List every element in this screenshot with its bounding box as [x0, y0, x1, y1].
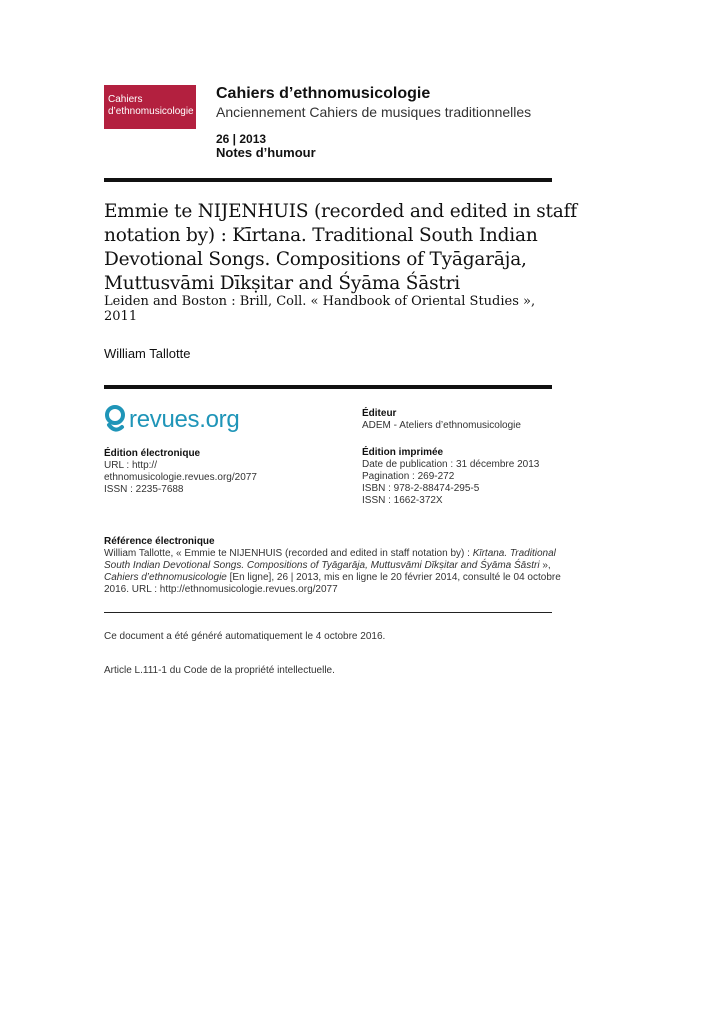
reference-fragment: Kīrtana. Traditional	[472, 548, 556, 559]
reference-text	[104, 548, 561, 596]
reference-line	[104, 572, 561, 584]
article-title-line: Muttusvāmi Dīkṣitar and Śyāma Śāstri	[104, 273, 460, 294]
article-title-line: notation by) : Kīrtana. Traditional South Indian	[104, 225, 538, 246]
logo-line-1: Cahiers	[108, 94, 143, 105]
top-divider	[104, 178, 552, 182]
article-title	[104, 200, 577, 296]
reference-fragment: »,	[539, 560, 551, 571]
article-title-line: Devotional Songs. Compositions of Tyāgarāja,	[104, 249, 527, 270]
middle-divider	[104, 385, 552, 389]
reference-fragment: South Indian Devotional Songs. Compositions of Tyāgarāja, Muttusvāmi Dīkṣitar and Śyāma Śāstri	[104, 560, 540, 571]
revues-logo[interactable]	[104, 404, 239, 436]
editor-block	[362, 408, 521, 432]
article-title-line: Emmie te NIJENHUIS (recorded and edited in staff	[104, 201, 577, 222]
editor-value: ADEM - Ateliers d’ethnomusicologie	[362, 420, 521, 431]
journal-logo	[104, 85, 196, 129]
print-edition	[362, 447, 539, 507]
issue-title: Notes d’humour	[216, 145, 316, 160]
isbn: ISBN : 978-2-88474-295-5	[362, 483, 480, 494]
editor-label: Éditeur	[362, 408, 397, 419]
journal-subtitle: Anciennement Cahiers de musiques traditionnelles	[216, 104, 532, 120]
author-name: William Tallotte	[104, 346, 191, 361]
reference-fragment: Cahiers d’ethnomusicologie	[104, 572, 227, 583]
electronic-edition-label: Édition électronique	[104, 448, 201, 459]
print-edition-label: Édition imprimée	[362, 447, 444, 458]
electronic-edition-issn: ISSN : 2235-7688	[104, 484, 184, 495]
logo-line-2: d’ethnomusicologie	[108, 106, 194, 117]
revues-drop-icon	[104, 405, 126, 435]
pagination: Pagination : 269-272	[362, 471, 455, 482]
electronic-edition-url[interactable]: ethnomusicologie.revues.org/2077	[104, 472, 257, 483]
revues-logo-text: revues.org	[129, 406, 240, 433]
reference-line	[104, 560, 556, 572]
reference-label: Référence électronique	[104, 536, 215, 547]
print-issn: ISSN : 1662-372X	[362, 495, 443, 506]
generated-note: Ce document a été généré automatiquement le 4 octobre 2016.	[104, 631, 386, 642]
legal-note: Article L.111-1 du Code de la propriété intellectuelle.	[104, 665, 335, 676]
electronic-edition	[104, 448, 257, 496]
electronic-edition-line: URL : http://	[104, 460, 157, 471]
publication-date: Date de publication : 31 décembre 2013	[362, 459, 540, 470]
reference-line	[104, 548, 556, 560]
journal-title: Cahiers d’ethnomusicologie	[216, 85, 431, 102]
reference-fragment: William Tallotte, « Emmie te NIJENHUIS (recorded and edited in staff notation by) :	[104, 548, 473, 559]
article-subtitle: Leiden and Boston : Brill, Coll. « Handbook of Oriental Studies », 2011	[104, 294, 536, 324]
issue-number: 26 | 2013	[216, 132, 267, 146]
reference-line: 2016. URL : http://ethnomusicologie.revues.org/2077	[104, 584, 338, 595]
bottom-divider	[104, 612, 552, 613]
reference-fragment: [En ligne], 26 | 2013, mis en ligne le 20 février 2014, consulté le 04 octobre	[226, 572, 561, 583]
